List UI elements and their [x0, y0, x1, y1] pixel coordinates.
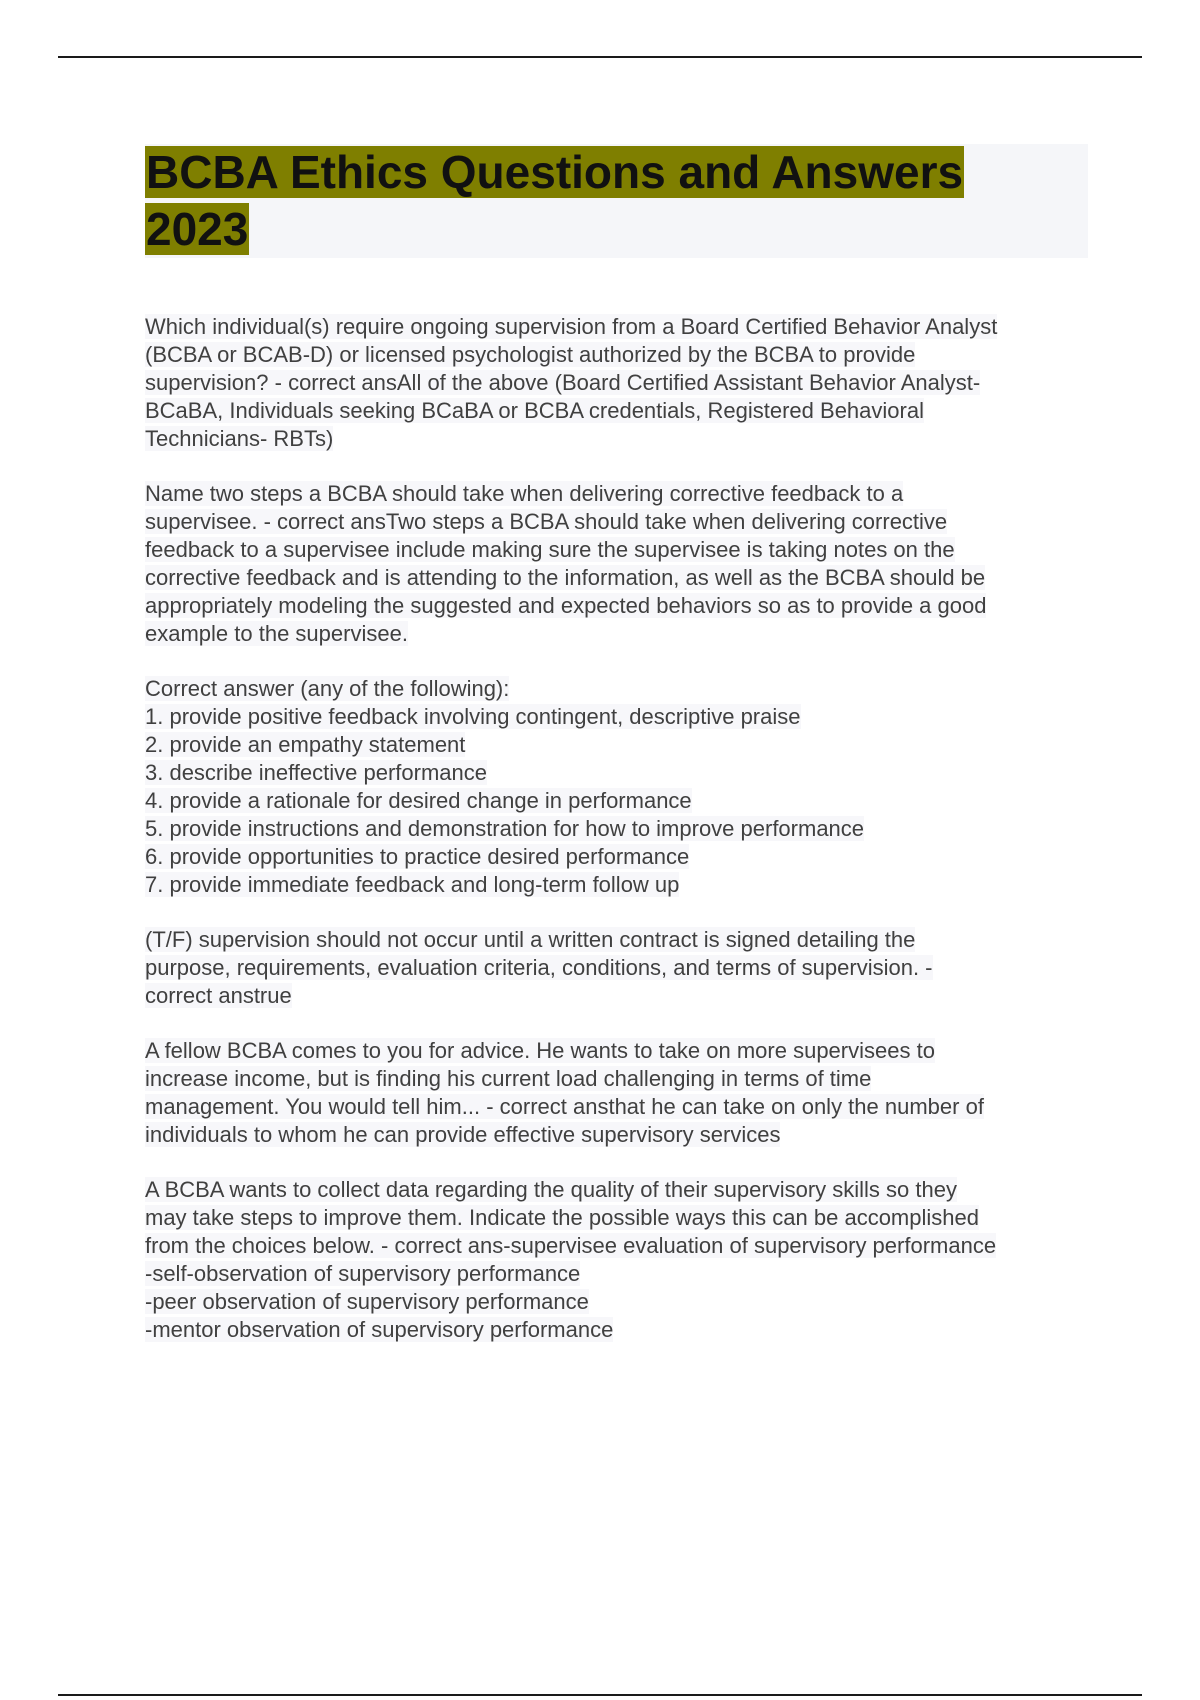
- text-line-content: -mentor observation of supervisory performance: [145, 1317, 614, 1342]
- text-line: [145, 1288, 1100, 1316]
- text-line-content: corrective feedback and is attending to the information, as well as the BCBA should be: [145, 565, 986, 590]
- document-body: [145, 313, 1100, 1371]
- text-line: [145, 1093, 1100, 1121]
- text-line-content: 6. provide opportunities to practice desired performance: [145, 844, 690, 869]
- text-line-content: supervision? - correct ansAll of the above (Board Certified Assistant Behavior Analyst-: [145, 370, 981, 395]
- text-line: [145, 926, 1100, 954]
- text-line-content: 5. provide instructions and demonstration for how to improve performance: [145, 816, 865, 841]
- bottom-divider: [58, 1694, 1142, 1696]
- text-line-content: A BCBA wants to collect data regarding the quality of their supervisory skills so they: [145, 1177, 957, 1202]
- qa-block: [145, 926, 1100, 1010]
- text-line: [145, 313, 1100, 341]
- text-line: [145, 369, 1100, 397]
- text-line-content: purpose, requirements, evaluation criteria, conditions, and terms of supervision. -: [145, 955, 933, 980]
- text-line-content: Which individual(s) require ongoing supervision from a Board Certified Behavior Analyst: [145, 314, 998, 339]
- text-line: [145, 536, 1100, 564]
- qa-block: [145, 480, 1100, 648]
- text-line: [145, 397, 1100, 425]
- text-line: [145, 787, 1100, 815]
- title-line-1: BCBA Ethics Questions and Answers: [146, 146, 964, 198]
- text-line: [145, 815, 1100, 843]
- text-line-content: supervisee. - correct ansTwo steps a BCBA should take when delivering corrective: [145, 509, 948, 534]
- text-line-content: correct anstrue: [145, 983, 292, 1008]
- text-line: [145, 341, 1100, 369]
- text-line: [145, 675, 1100, 703]
- qa-block: [145, 1037, 1100, 1149]
- text-line: [145, 1204, 1100, 1232]
- text-line-content: A fellow BCBA comes to you for advice. He wants to take on more supervisees to: [145, 1038, 935, 1063]
- text-line: [145, 954, 1100, 982]
- text-line-content: Name two steps a BCBA should take when delivering corrective feedback to a: [145, 481, 904, 506]
- text-line-content: feedback to a supervisee include making sure the supervisee is taking notes on the: [145, 537, 955, 562]
- text-line-content: -peer observation of supervisory performance: [145, 1289, 589, 1314]
- text-line: [145, 731, 1100, 759]
- qa-block: [145, 675, 1100, 899]
- text-line: [145, 1065, 1100, 1093]
- text-line-content: BCaBA, Individuals seeking BCaBA or BCBA credentials, Registered Behavioral: [145, 398, 924, 423]
- qa-block: [145, 1176, 1100, 1344]
- text-line: [145, 759, 1100, 787]
- qa-block: [145, 313, 1100, 453]
- text-line: [145, 982, 1100, 1010]
- text-line-content: Correct answer (any of the following):: [145, 676, 510, 701]
- text-line: [145, 843, 1100, 871]
- text-line: [145, 703, 1100, 731]
- text-line-content: Technicians- RBTs): [145, 426, 334, 451]
- text-line: [145, 1176, 1100, 1204]
- text-line: [145, 1316, 1100, 1344]
- text-line: [145, 592, 1100, 620]
- text-line-content: 2. provide an empathy statement: [145, 732, 466, 757]
- text-line-content: (T/F) supervision should not occur until a written contract is signed detailing the: [145, 927, 916, 952]
- top-divider: [58, 56, 1142, 58]
- title-block: [145, 144, 1088, 258]
- text-line: [145, 564, 1100, 592]
- text-line-content: 1. provide positive feedback involving contingent, descriptive praise: [145, 704, 801, 729]
- text-line: [145, 508, 1100, 536]
- text-line: [145, 1121, 1100, 1149]
- text-line: [145, 1037, 1100, 1065]
- title-line-2: 2023: [146, 203, 249, 255]
- text-line-content: 4. provide a rationale for desired change in performance: [145, 788, 692, 813]
- text-line-content: may take steps to improve them. Indicate the possible ways this can be accomplished: [145, 1205, 979, 1230]
- text-line-content: (BCBA or BCAB-D) or licensed psychologist authorized by the BCBA to provide: [145, 342, 916, 367]
- document-title: [145, 144, 1088, 258]
- text-line: [145, 1232, 1100, 1260]
- text-line: [145, 480, 1100, 508]
- text-line-content: -self-observation of supervisory performance: [145, 1261, 581, 1286]
- text-line-content: from the choices below. - correct ans-supervisee evaluation of supervisory performance: [145, 1233, 997, 1258]
- text-line-content: 3. describe ineffective performance: [145, 760, 487, 785]
- text-line: [145, 1260, 1100, 1288]
- text-line-content: example to the supervisee.: [145, 621, 408, 646]
- text-line-content: management. You would tell him... - correct ansthat he can take on only the number of: [145, 1094, 984, 1119]
- text-line-content: 7. provide immediate feedback and long-term follow up: [145, 872, 680, 897]
- text-line-content: appropriately modeling the suggested and expected behaviors so as to provide a good: [145, 593, 987, 618]
- text-line: [145, 871, 1100, 899]
- text-line: [145, 425, 1100, 453]
- text-line-content: increase income, but is finding his current load challenging in terms of time: [145, 1066, 872, 1091]
- text-line: [145, 620, 1100, 648]
- text-line-content: individuals to whom he can provide effective supervisory services: [145, 1122, 781, 1147]
